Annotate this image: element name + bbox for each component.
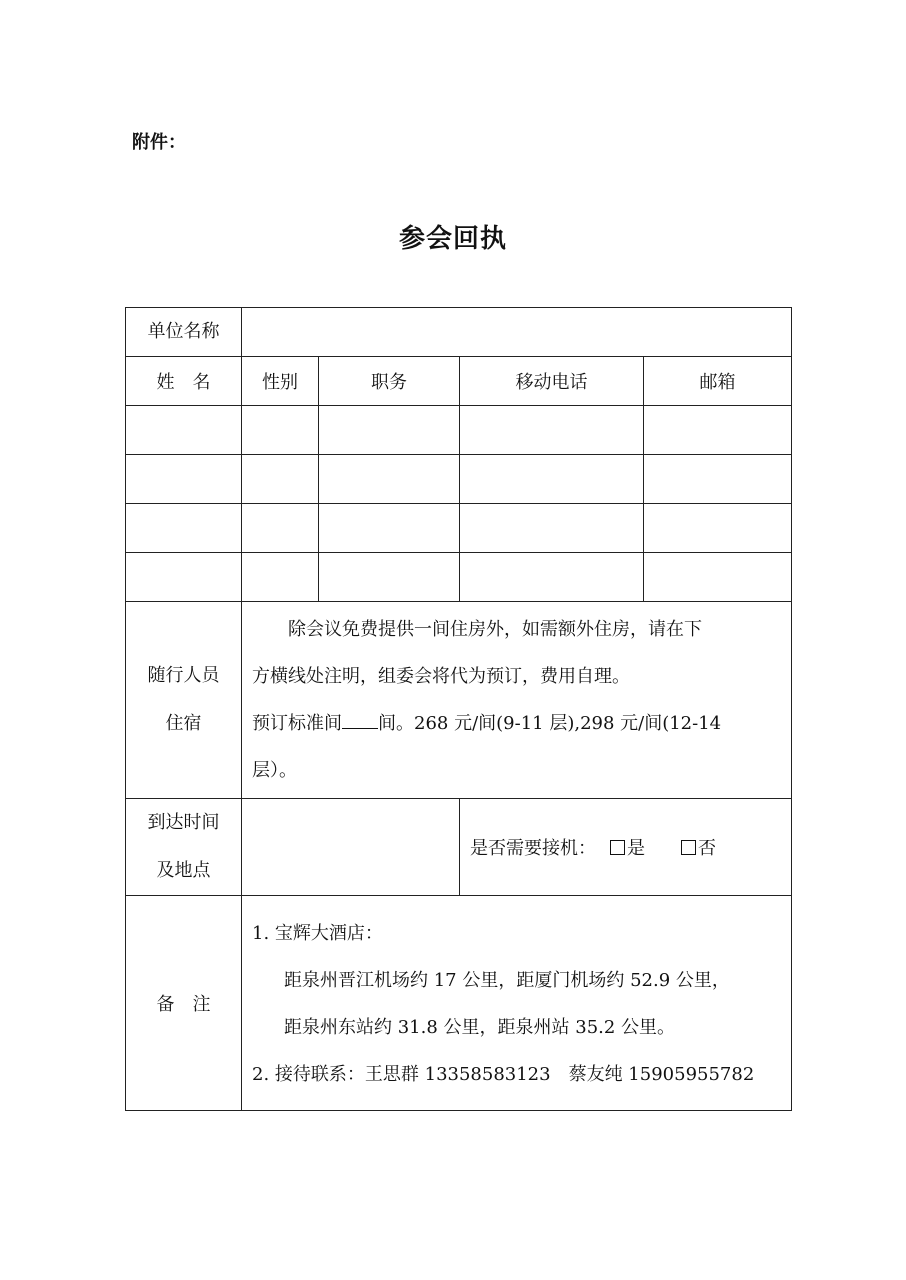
header-email: 邮箱	[644, 357, 792, 406]
accommodation-line4: 层）。	[252, 760, 297, 781]
table-row	[126, 455, 792, 504]
table-row	[126, 553, 792, 602]
arrival-input-cell[interactable]	[242, 799, 460, 896]
arrival-label	[126, 799, 242, 896]
name-cell[interactable]	[126, 455, 242, 504]
header-gender: 性别	[242, 357, 319, 406]
mobile-cell[interactable]	[460, 553, 644, 602]
accommodation-text	[242, 602, 792, 799]
mobile-cell[interactable]	[460, 504, 644, 553]
mobile-cell[interactable]	[460, 455, 644, 504]
mobile-cell[interactable]	[460, 406, 644, 455]
email-cell[interactable]	[644, 406, 792, 455]
accommodation-label-line2: 住宿	[165, 713, 202, 734]
table-row	[126, 504, 792, 553]
arrival-label-line2: 及地点	[156, 860, 211, 881]
room-count-blank[interactable]	[342, 714, 378, 729]
registration-form-table	[125, 307, 792, 1111]
document-title: 参会回执	[398, 224, 507, 254]
accommodation-label	[126, 602, 242, 799]
gender-cell[interactable]	[242, 504, 319, 553]
email-cell[interactable]	[644, 504, 792, 553]
notes-label: 备 注	[126, 896, 242, 1111]
email-cell[interactable]	[644, 455, 792, 504]
org-input-cell[interactable]	[242, 308, 792, 357]
notes-item1-line1: 距泉州晋江机场约 17 公里，距厦门机场约 52.9 公里，	[284, 970, 730, 991]
pickup-question: 是否需要接机：	[470, 838, 596, 859]
position-cell[interactable]	[319, 406, 460, 455]
notes-row	[126, 896, 792, 1111]
attachment-label: 附件：	[132, 132, 186, 153]
arrival-label-line1: 到达时间	[147, 812, 220, 833]
position-cell[interactable]	[319, 553, 460, 602]
header-mobile: 移动电话	[460, 357, 644, 406]
notes-text	[242, 896, 792, 1111]
accommodation-line1: 除会议免费提供一间住房外，如需额外住房，请在下	[288, 619, 702, 640]
pickup-cell	[460, 799, 792, 896]
org-label: 单位名称	[126, 308, 242, 357]
notes-item1-line2: 距泉州东站约 31.8 公里，距泉州站 35.2 公里。	[284, 1017, 676, 1038]
position-cell[interactable]	[319, 455, 460, 504]
name-cell[interactable]	[126, 553, 242, 602]
org-row	[126, 308, 792, 357]
accommodation-line2: 方横线处注明，组委会将代为预订，费用自理。	[252, 666, 630, 687]
gender-cell[interactable]	[242, 553, 319, 602]
pickup-yes-label: 是	[627, 838, 645, 859]
accommodation-line3: 预订标准间 间。268 元/间(9-11 层),298 元/间(12-14	[252, 713, 722, 734]
notes-item2: 2. 接待联系：王思群 13358583123 蔡友纯 15905955782	[252, 1064, 755, 1085]
gender-cell[interactable]	[242, 406, 319, 455]
pickup-yes-checkbox[interactable]	[610, 840, 625, 855]
table-row	[126, 406, 792, 455]
accommodation-label-line1: 随行人员	[147, 665, 220, 686]
gender-cell[interactable]	[242, 455, 319, 504]
arrival-row	[126, 799, 792, 896]
name-cell[interactable]	[126, 504, 242, 553]
pickup-no-label: 否	[698, 838, 716, 859]
header-position: 职务	[319, 357, 460, 406]
position-cell[interactable]	[319, 504, 460, 553]
header-row	[126, 357, 792, 406]
notes-item1-title: 1. 宝辉大酒店：	[252, 923, 383, 944]
email-cell[interactable]	[644, 553, 792, 602]
accommodation-row	[126, 602, 792, 799]
header-name: 姓 名	[126, 357, 242, 406]
name-cell[interactable]	[126, 406, 242, 455]
pickup-no-checkbox[interactable]	[681, 840, 696, 855]
